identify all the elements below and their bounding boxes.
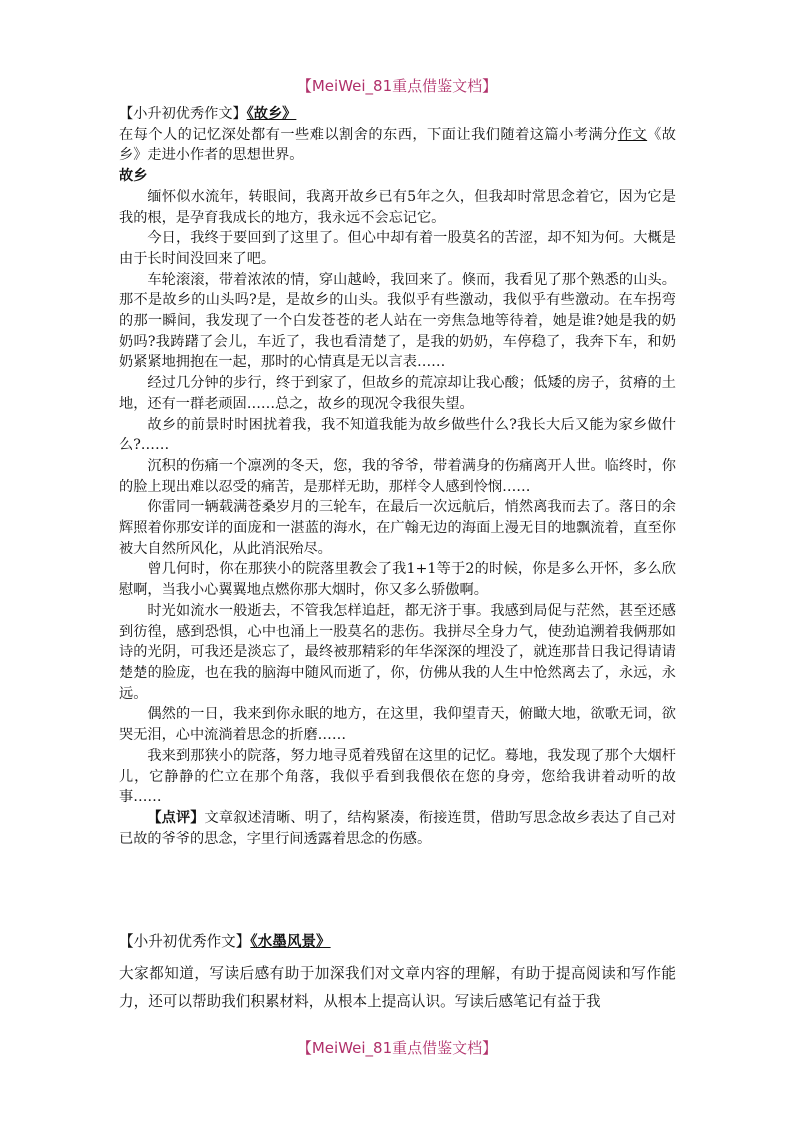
paragraph: 故乡的前景时时困扰着我，我不知道我能为故乡做些什么?我长大后又能为家乡做什么?……: [119, 416, 676, 454]
article-1-tag: 【小升初优秀作文】: [119, 106, 247, 122]
article-1-subtitle: 故乡: [119, 168, 148, 185]
header-banner: 【MeiWei_81重点借鉴文档】: [296, 77, 498, 95]
paragraph: 沉积的伤痛一个凛冽的冬天，您，我的爷爷，带着满身的伤痛离开人世。临终时，你的脸上现出难以忍受的痛苦，是那样无助，那样令人感到怜悯……: [119, 457, 676, 495]
article-1-title-link[interactable]: 《故乡》: [246, 106, 297, 122]
paragraph: 时光如流水一般逝去，不管我怎样追赶，都无济于事。我感到局促与茫然，甚至还感到彷徨，感到恐惧，心中也涌上一股莫名的悲伤。我拼尽全身力气，使劲追溯着我俩那如诗的光阴，可我还是淡忘了，最终被那精彩的年华深深的埋没了，就连那昔日我记得请请楚楚的脸庞，也在我的脑海中随风而逝了，你，仿佛从我的人生中怆然离去了，永远，永远。: [119, 602, 676, 702]
paragraph: 你雷同一辆载满苍桑岁月的三轮车，在最后一次远航后，悄然离我而去了。落日的余辉照着你那安详的面庞和一湛蓝的海水，在广翰无边的海面上漫无目的地飘流着，直至你被大自然所风化，从此消泯殆尽。: [119, 499, 676, 557]
article-2-title-link[interactable]: 《水墨风景》: [250, 933, 331, 950]
paragraph: 经过几分钟的步行，终于到家了，但故乡的荒凉却让我心酸；低矮的房子，贫瘠的土地，还有一群老顽固……总之，故乡的现况令我很失望。: [119, 375, 676, 412]
footer-banner: 【MeiWei_81重点借鉴文档】: [296, 1039, 498, 1057]
comment-label: 【点评】: [147, 809, 205, 826]
article-2-heading: [119, 930, 676, 954]
paragraph: 今日，我终于要回到了这里了。但心中却有着一股莫名的苦涩，却不知为何。大概是由于长时间没回来了吧。: [119, 230, 676, 267]
article-1: [119, 104, 676, 849]
article-2-intro: 大家都知道，写读后感有助于加深我们对文章内容的理解，有助于提高阅读和写作能力，还可以帮助我们积累材料，从根本上提高认识。写读后感笔记有益于我: [119, 965, 676, 1010]
article-1-intro-link[interactable]: 作文: [617, 126, 648, 143]
article-2-tag: 【小升初优秀作文】: [119, 933, 251, 950]
paragraph: 车轮滚滚，带着浓浓的情，穿山越岭，我回来了。倏而，我看见了那个熟悉的山头。那不是故乡的山头吗?是，是故乡的山头。我似乎有些激动，我似乎有些激动。在车拐弯的那一瞬间，我发现了一个白发苍苍的老人站在一旁焦急地等待着，她是谁?她是我的奶奶吗?我踌躇了会儿，车近了，我也看清楚了，是我的奶奶，车停稳了，我奔下车，和奶奶紧紧地拥抱在一起，那时的心情真是无以言表……: [119, 271, 676, 371]
paragraph: 缅怀似水流年，转眼间，我离开故乡已有5年之久，但我却时常思念着它，因为它是我的根，是孕育我成长的地方，我永远不会忘记它。: [119, 188, 676, 226]
comment-text: 文章叙述清晰、明了，结构紧凑，衔接连贯，借助写思念故乡表达了自己对已故的爷爷的思念，字里行间透露着思念的伤感。: [119, 809, 676, 847]
paragraph: 偶然的一日，我来到你永眠的地方，在这里，我仰望青天，俯瞰大地，欲歌无词，欲哭无泪，心中流淌着思念的折磨……: [119, 706, 676, 744]
article-2: [119, 930, 676, 1016]
paragraph: 我来到那狭小的院落，努力地寻觅着残留在这里的记忆。蓦地，我发现了那个大烟杆儿，它静静的伫立在那个角落，我似乎看到我偎依在您的身旁，您给我讲着动听的故事……: [119, 747, 676, 806]
article-1-intro: [119, 125, 676, 166]
article-1-intro-a: 在每个人的记忆深处都有一些难以割舍的东西，下面让我们随着这篇小考满分: [119, 126, 618, 143]
paragraph: 曾几何时，你在那狭小的院落里教会了我1+1等于2的时候，你是多么开怀，多么欣慰啊，当我小心翼翼地点燃你那大烟时，你又多么骄傲啊。: [119, 561, 676, 599]
article-1-intro-b: 《故乡》走进小作者的思想世界。: [119, 126, 676, 164]
article-1-heading: [119, 104, 676, 125]
comment: [119, 808, 676, 849]
